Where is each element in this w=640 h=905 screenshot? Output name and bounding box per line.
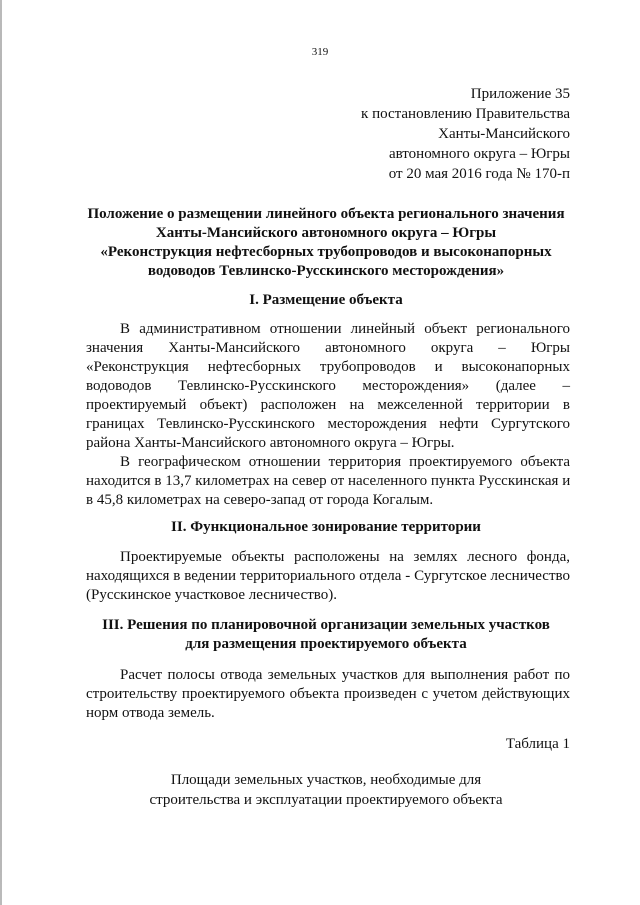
section-1-paragraph-1 — [86, 320, 570, 453]
text-line: водоводов Тевлинско-Русскинского месторождения» (далее – — [86, 378, 570, 394]
text-line: проектируемый объект) расположен на межселенной территории в — [86, 397, 570, 413]
text-line: строительству проектируемого объекта произведен с учетом действующих — [86, 686, 570, 702]
scan-edge — [0, 0, 2, 905]
table-caption: Таблица 1 — [505, 736, 570, 752]
text-line: границах Тевлинско-Русскинского месторождения нефти Сургутского — [86, 416, 570, 432]
text-line: Расчет полосы отвода земельных участков для выполнения работ по — [120, 667, 570, 683]
annex-block — [361, 84, 570, 184]
text-line: В географическом отношении территория проектируемого объекта — [120, 454, 570, 470]
title-line: водоводов Тевлинско-Русскинского месторождения» — [147, 263, 505, 279]
title-line: Ханты-Мансийского автономного округа – Югры — [155, 225, 497, 241]
section-2-heading: II. Функциональное зонирование территории — [171, 519, 481, 535]
text-line: «Реконструкция нефтесборных трубопроводов и высоконапорных — [86, 359, 570, 375]
section-1-heading: I. Размещение объекта — [249, 292, 403, 308]
text-line: Проектируемые объекты расположены на землях лесного фонда, — [120, 549, 570, 565]
annex-line: от 20 мая 2016 года № 170-п — [388, 166, 570, 182]
text-line: (Русскинское участковое лесничество). — [86, 587, 338, 603]
title-line: Положение о размещении линейного объекта регионального значения — [87, 206, 565, 222]
section-3-paragraph-1 — [86, 666, 570, 723]
annex-line: автономного округа – Югры — [388, 146, 570, 162]
page-number: 319 — [311, 46, 329, 58]
annex-line: Ханты-Мансийского — [438, 126, 570, 142]
text-line: значения Ханты-Мансийского автономного округа – Югры — [86, 340, 570, 356]
annex-line: Приложение 35 — [470, 86, 570, 102]
section-3-heading-line-2: для размещения проектируемого объекта — [185, 636, 467, 652]
table-title-line: Площади земельных участков, необходимые для — [170, 772, 482, 788]
text-line: в 45,8 километрах на северо-запад от города Когалым. — [86, 492, 434, 508]
title-line: «Реконструкция нефтесборных трубопроводов и высоконапорных — [100, 244, 552, 260]
section-3-heading-line-1: III. Решения по планировочной организации земельных участков — [102, 617, 550, 633]
text-line: находящихся в ведении территориального отдела - Сургутское лесничество — [86, 568, 570, 584]
section-2-paragraph-1 — [86, 548, 570, 605]
document-title — [76, 205, 576, 281]
table-title — [76, 770, 576, 810]
table-title-line: строительства и эксплуатации проектируемого объекта — [149, 792, 503, 808]
text-line: района Ханты-Мансийского автономного округа – Югры. — [86, 435, 455, 451]
section-1-paragraph-2 — [86, 453, 570, 510]
annex-line: к постановлению Правительства — [361, 106, 570, 122]
text-line: находится в 13,7 километрах на север от населенного пункта Русскинская и — [86, 473, 571, 489]
text-line: норм отвода земель. — [86, 705, 215, 721]
text-line: В административном отношении линейный объект регионального — [120, 321, 570, 337]
